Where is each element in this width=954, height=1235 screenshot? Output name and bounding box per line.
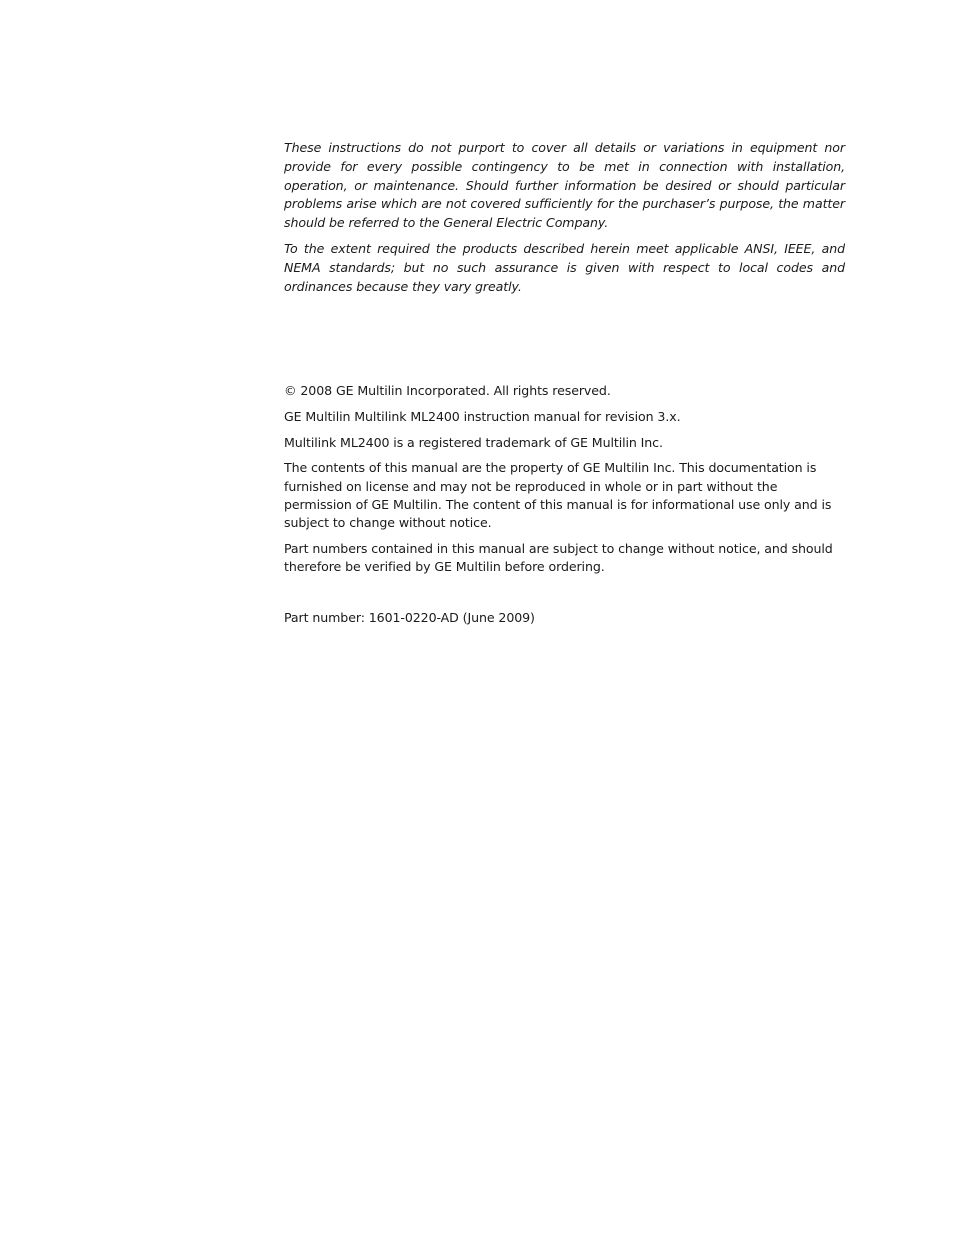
- page-content: [284, 139, 845, 627]
- disclaimer-paragraph-1: These instructions do not purport to cover all details or variations in equipment nor provide for every possible contingency to be met in connection with installation, operation, or maintenance. Should further information be desired or should particular problems arise which are not covered sufficiently for the purchaser’s purpose, the matter should be referred to the General Electric Company.: [284, 140, 845, 231]
- trademark-notice: Multilink ML2400 is a registered trademark of GE Multilin Inc.: [284, 434, 663, 450]
- copyright-notice: © 2008 GE Multilin Incorporated. All rights reserved.: [284, 383, 611, 399]
- disclaimer-paragraph-2: To the extent required the products described herein meet applicable ANSI, IEEE, and NEMA standards; but no such assurance is given with respect to local codes and ordinances because they vary greatly.: [284, 240, 845, 294]
- legal-section: [284, 382, 845, 576]
- property-notice: The contents of this manual are the property of GE Multilin Inc. This documentation is furnished on license and may not be reproduced in whole or in part without the permission of GE Multilin. The content of this manual is for informational use only and is subject to change without notice.: [284, 460, 832, 531]
- part-numbers-notice: Part numbers contained in this manual are subject to change without notice, and should therefore be verified by GE Multilin before ordering.: [284, 540, 833, 574]
- part-number: Part number: 1601-0220-AD (June 2009): [284, 610, 535, 626]
- disclaimer-section: [284, 139, 845, 296]
- manual-title: GE Multilin Multilink ML2400 instruction manual for revision 3.x.: [284, 409, 681, 425]
